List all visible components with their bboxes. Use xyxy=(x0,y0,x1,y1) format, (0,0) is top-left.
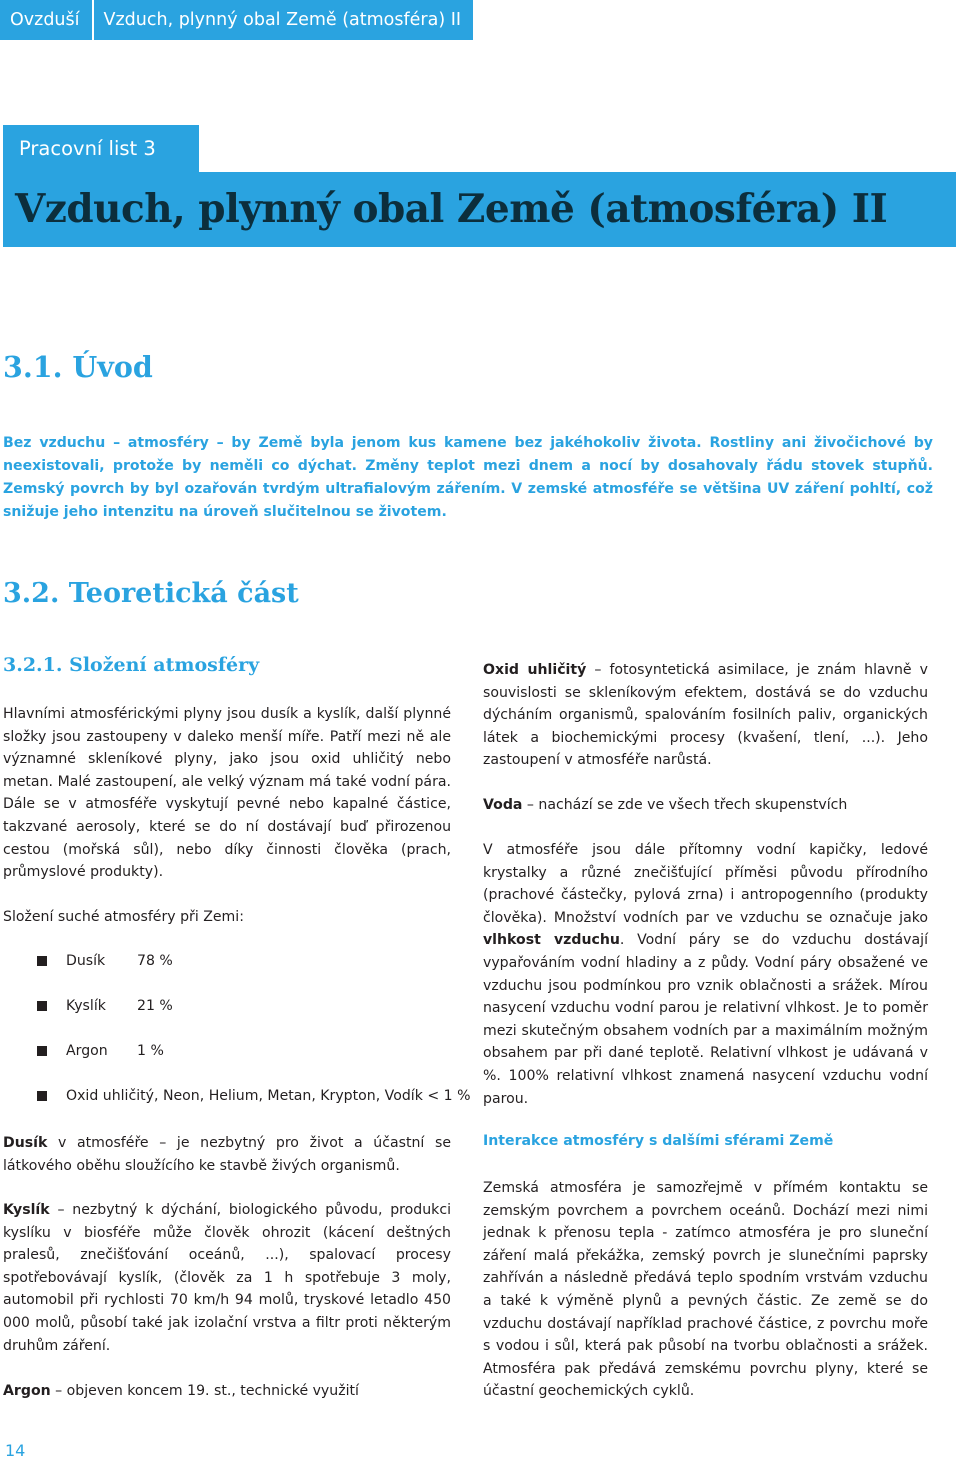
gas-value: 21 % xyxy=(137,998,173,1014)
voda-term: Voda xyxy=(483,797,523,813)
worksheet-label: Pracovní list 3 xyxy=(3,125,199,172)
dusik-paragraph xyxy=(3,1132,451,1177)
section-heading-intro: 3.1. Úvod xyxy=(3,350,153,384)
oxid-term: Oxid uhličitý xyxy=(483,662,587,678)
gas-value: 1 % xyxy=(137,1043,164,1059)
gas-value: 78 % xyxy=(137,953,173,969)
section-heading-theory: 3.2. Teoretická část xyxy=(3,578,299,609)
subsection-heading-composition: 3.2.1. Složení atmosféry xyxy=(3,654,260,676)
gas-name: Argon xyxy=(66,1043,108,1059)
argon-paragraph xyxy=(3,1380,451,1403)
voda-text: – nachází se zde ve všech třech skupenstvích xyxy=(522,797,848,813)
bullet-square-icon xyxy=(37,956,47,966)
list-item xyxy=(37,953,173,969)
argon-text: – objeven koncem 19. st., technické využití xyxy=(50,1383,359,1399)
tab-topic[interactable]: Vzduch, plynný obal Země (atmosféra) II xyxy=(94,0,474,40)
dusik-text: v atmosféře – je nezbytný pro život a účastní se látkového oběhu sloužícího ke stavbě živých organismů. xyxy=(3,1135,451,1174)
argon-term: Argon xyxy=(3,1383,51,1399)
oxid-paragraph xyxy=(483,659,928,772)
bullet-square-icon xyxy=(37,1046,47,1056)
kyslik-text: – nezbytný k dýchání, biologického původu, produkci kyslíku v biosféře může člověk ohrozit (kácení deštných pralesů, znečišťování oceánů, ...), spalovací procesy spotřebovávají kyslík, (člověk za 1 h spotřebuje 3 moly, automobil při rychlosti 70 km/h 94 molů, tryskové letadlo 450 000 molů, působí také jak izolační vrstva a filtr proti některým druhům záření. xyxy=(3,1202,451,1354)
intro-paragraph: Bez vzduchu – atmosféry – by Země byla jenom kus kamene bez jakéhokoliv života. Rostliny ani živočichové by neexistovali, protože by neměli co dýchat. Změny teplot mezi dnem a nocí by dosahovaly řádu stovek stupňů. Zemský povrch by byl ozařován tvrdým ultrafialovým zářením. V zemské atmosféře se většina UV záření pohltí, což snižuje jeho intenzitu na úroveň slučitelnou se životem. xyxy=(3,435,933,520)
gas-name: Kyslík xyxy=(66,998,106,1014)
list-item xyxy=(37,998,173,1014)
gas-name: Dusík xyxy=(66,953,106,969)
page-title: Vzduch, plynný obal Země (atmosféra) II xyxy=(15,186,888,232)
dusik-term: Dusík xyxy=(3,1135,48,1151)
water-term: vlhkost vzduchu xyxy=(483,932,620,949)
water-text-b: . Vodní páry se do vzduchu dostávají vypařováním vodní hladiny a z půdy. Vodní páry obsažené ve vzduchu jsou podmínkou pro vznik oblačnosti a srážek. Mírou nasycení vzduchu vodní parou je relativní vlhkost. Je to poměr mezi skutečným obsahem vodních par a maximálním možným obsahem par při dané teplotě. Relativní vlhkost je udávaná v %. 100% relativní vlhkost znamená nasycení vzduchu vodní parou. xyxy=(483,932,928,1107)
composition-paragraph: Hlavními atmosférickými plyny jsou dusík a kyslík, další plynné složky jsou zastoupeny v daleko menší míře. Patří mezi ně ale významné skleníkové plyny, jako jsou oxid uhličitý nebo metan. Malé zastoupení, ale velký význam má také vodní pára. Dále se v atmosféře vyskytují pevné nebo kapalné částice, takzvané aerosoly, které se do ní dostávají buď přirozenou cestou (mořská sůl), nebo díky činnosti člověka (prach, průmyslové produkty). xyxy=(3,706,451,881)
list-item xyxy=(37,1088,470,1104)
interaction-paragraph: Zemská atmosféra je samozřejmě v přímém kontaktu se zemským povrchem a povrchem oceánů. Dochází mezi nimi jednak k přenosu tepla - zatímco atmosféra je pro sluneční záření malá překážka, zemský povrch je slunečními paprsky zahříván a následně předává teplo spodním vrstvám vzduchu a také k výměně plynů a pevných částic. Ze země se do vzduchu dostávají například prachové částice, z povrchu moře s vodou i sůl, která pak působí na tvorbu oblačnosti a srážek. Atmosféra pak předává zemskému povrchu plyny, které se účastní geochemických cyklů. xyxy=(483,1180,928,1400)
bullet-square-icon xyxy=(37,1001,47,1011)
page-number: 14 xyxy=(5,1441,26,1460)
interaction-heading: Interakce atmosféry s dalšími sférami Země xyxy=(483,1133,834,1149)
title-band xyxy=(3,172,956,247)
water-paragraph xyxy=(483,839,928,1110)
tab-section[interactable]: Ovzduší xyxy=(0,0,92,40)
oxid-text: – fotosyntetická asimilace, je znám hlavně v souvislosti se skleníkovým efektem, dostává se do vzduchu dýcháním organismů, spalováním fosilních paliv, organických látek a biochemickými procesy (kvašení, tlení, ...). Jeho zastoupení v atmosféře narůstá. xyxy=(483,662,928,769)
kyslik-term: Kyslík xyxy=(3,1202,50,1218)
voda-paragraph xyxy=(483,794,928,817)
dry-atmosphere-label: Složení suché atmosféry při Zemi: xyxy=(3,909,244,925)
list-item xyxy=(37,1043,164,1059)
header-tab-bar xyxy=(0,0,473,40)
water-text-a: V atmosféře jsou dále přítomny vodní kapičky, ledové krystalky a různé znečišťující příměsi původu přírodního (prachové částečky, pylová zrna) i antropogenního (produkty člověka). Množství vodních par ve vzduchu se označuje jako xyxy=(483,842,928,926)
kyslik-paragraph xyxy=(3,1199,451,1357)
gas-name: Oxid uhličitý, Neon, Helium, Metan, Krypton, Vodík < 1 % xyxy=(66,1088,471,1104)
bullet-square-icon xyxy=(37,1091,47,1101)
